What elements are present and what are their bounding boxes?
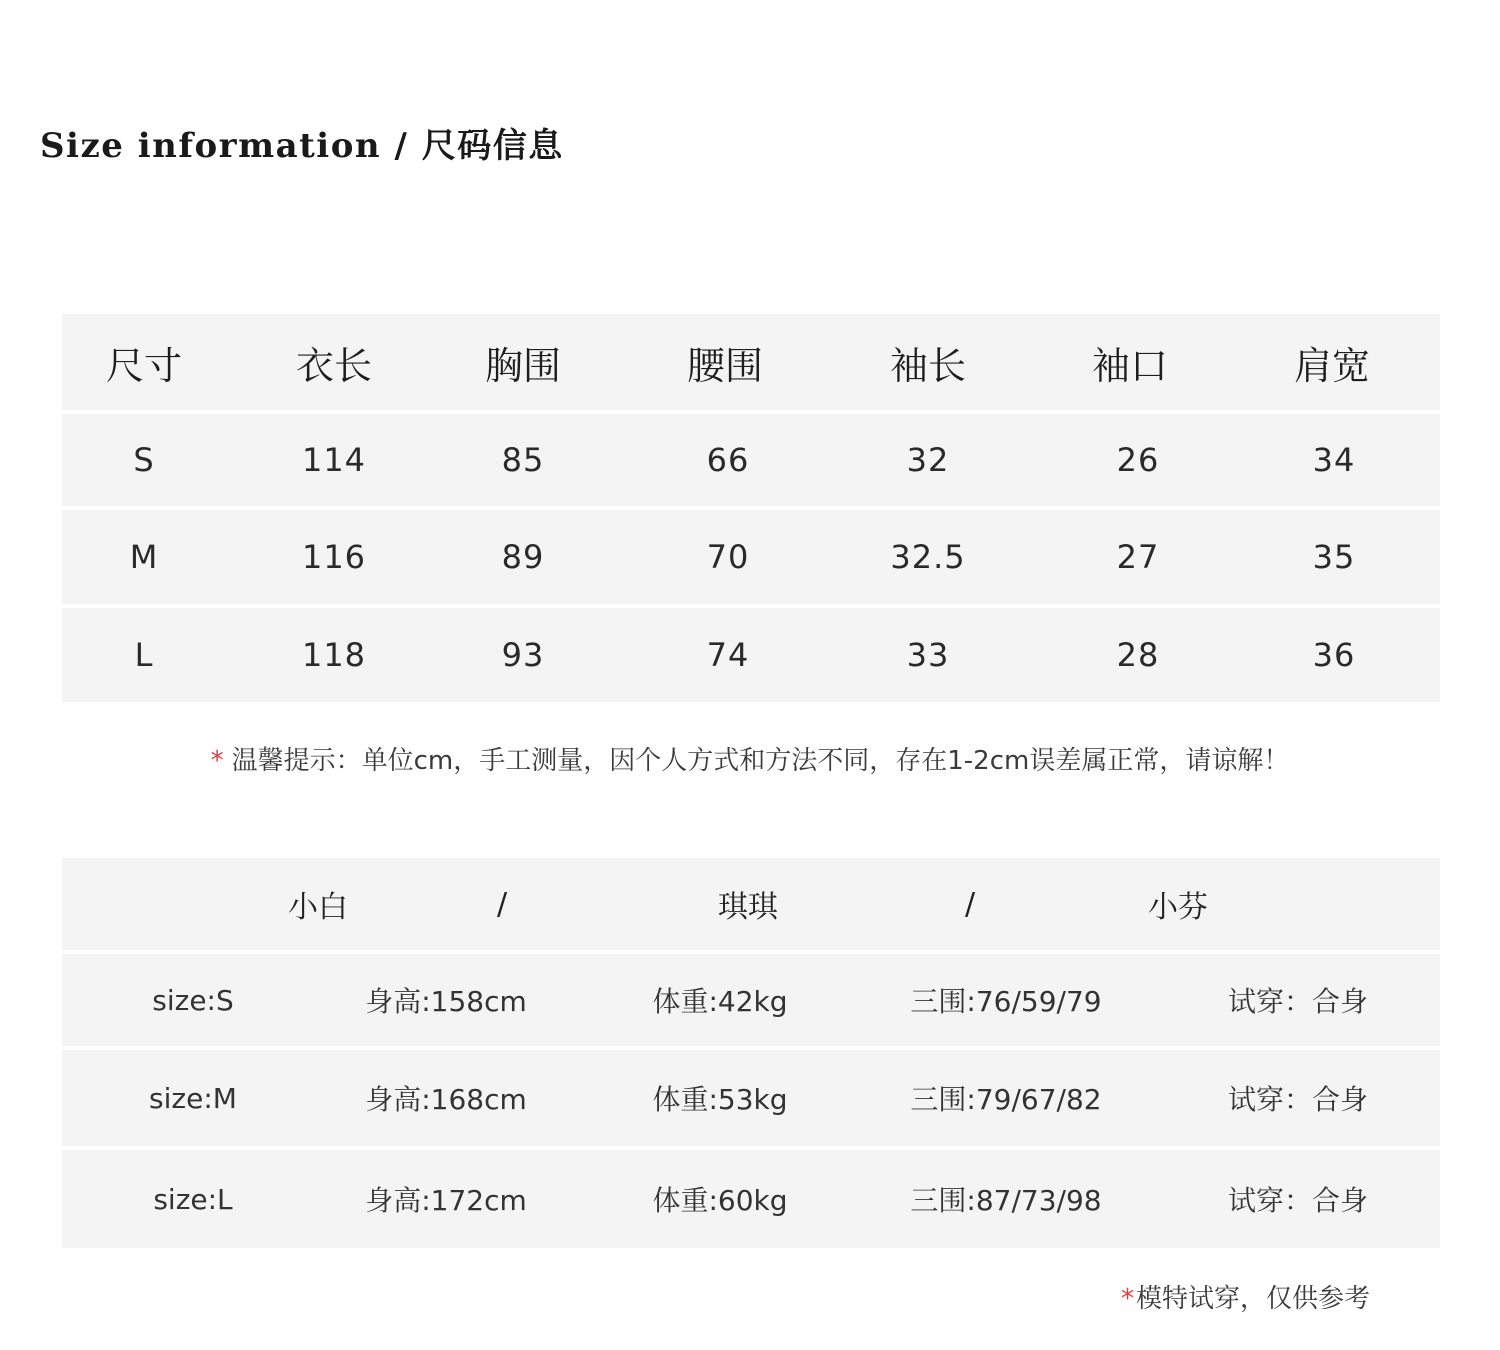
table-row [62,1150,1440,1248]
footer-star: * [1120,1284,1134,1314]
header-size: 尺寸 [105,343,183,388]
table-cell: 74 [706,636,750,674]
table-cell: 33 [906,636,950,674]
separator: / [964,886,976,922]
size-table [62,314,1440,702]
table-cell: 身高:172cm [365,1184,527,1217]
header-sleeve: 袖长 [889,343,967,388]
header-cuff: 袖口 [1091,343,1169,388]
measurement-note [0,740,1500,777]
separator: / [496,886,508,922]
table-cell: 三围:79/67/82 [910,1083,1102,1116]
table-cell: 体重:60kg [652,1184,788,1217]
table-cell: 35 [1312,538,1356,576]
size-table-header-row [62,314,1440,410]
table-cell: size:S [152,983,234,1017]
table-cell: 85 [501,441,545,479]
table-cell: L [134,636,154,674]
table-cell: 身高:168cm [365,1083,527,1116]
table-cell: 114 [301,441,367,479]
table-cell: 试穿：合身 [1227,1083,1369,1116]
table-row [62,510,1440,604]
table-cell: 70 [706,538,750,576]
table-cell: 93 [501,636,545,674]
model-name: 琪琪 [718,890,778,925]
table-row [62,954,1440,1046]
table-cell: size:L [153,1182,233,1216]
table-cell: 66 [706,441,750,479]
table-cell: S [133,441,155,479]
table-cell: 体重:53kg [652,1083,788,1116]
model-note [1121,1278,1370,1315]
table-cell: 32.5 [890,538,966,576]
table-cell: 三围:76/59/79 [910,985,1102,1018]
page-title: Size information / 尺码信息 [40,126,564,166]
header-bust: 胸围 [484,343,562,388]
header-shoulder: 肩宽 [1293,343,1371,388]
table-cell: M [129,538,159,576]
table-cell: 89 [501,538,545,576]
table-cell: 体重:42kg [652,985,788,1018]
table-cell: 试穿：合身 [1227,985,1369,1018]
table-row [62,1050,1440,1146]
table-cell: size:M [149,1081,237,1115]
model-table-header-row [62,858,1440,950]
table-cell: 身高:158cm [365,985,527,1018]
header-length: 衣长 [295,343,373,388]
footer-text: 模特试穿，仅供参考 [1135,1284,1370,1314]
table-cell: 27 [1116,538,1160,576]
table-cell: 三围:87/73/98 [910,1184,1102,1217]
table-cell: 34 [1312,441,1356,479]
table-row [62,608,1440,702]
model-name: 小芬 [1148,890,1208,925]
note-text: 温馨提示：单位cm，手工测量，因个人方式和方法不同，存在1-2cm误差属正常，请谅解！ [231,746,1290,776]
table-cell: 118 [301,636,367,674]
header-waist: 腰围 [686,343,764,388]
table-cell: 32 [906,441,950,479]
table-cell: 26 [1116,441,1160,479]
note-star: * [210,746,224,776]
table-cell: 28 [1116,636,1160,674]
table-cell: 试穿：合身 [1227,1184,1369,1217]
table-row [62,414,1440,506]
table-cell: 116 [301,538,367,576]
model-table [62,858,1440,1248]
model-name: 小白 [288,890,348,925]
table-cell: 36 [1312,636,1356,674]
